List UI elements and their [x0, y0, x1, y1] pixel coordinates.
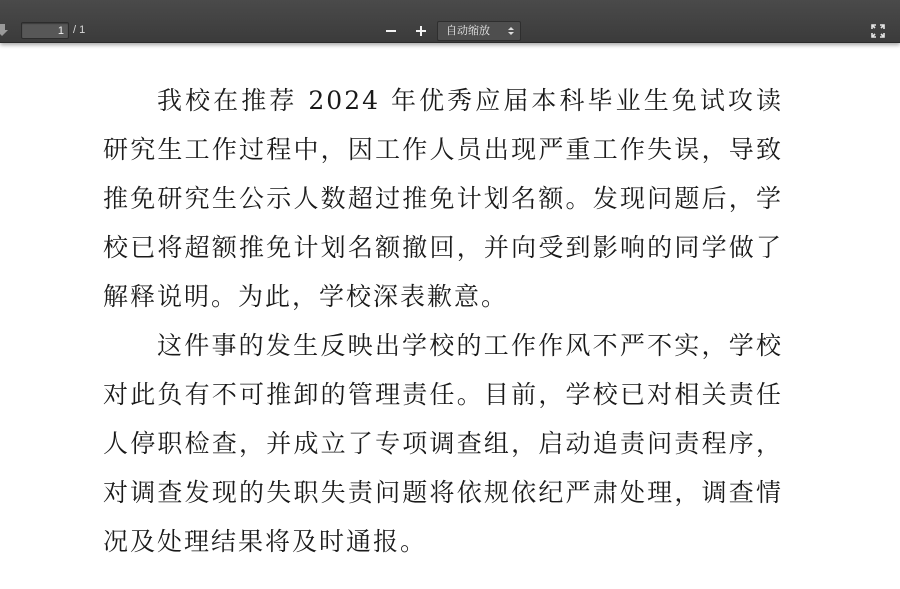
zoom-select-label: 自动缩放 — [446, 25, 490, 37]
paragraph-accountability: 这件事的发生反映出学校的工作作风不严不实，学校对此负有不可推卸的管理责任。目前，学校已对相关责任人停职检查，并成立了专项调查组，启动追责问责程序，对调查发现的失职失责问题将依规依纪严肃处理，调查情况及处理结果将及时通报。 — [103, 331, 783, 556]
paragraph-apology: 我校在推荐 2024 年优秀应届本科毕业生免试攻读研究生工作过程中，因工作人员出现严重工作失误，导致推免研究生公示人数超过推免计划名额。发现问题后，学校已将超额推免计划名额撤回，并向受到影响的同学做了解释说明。为此，学校深表歉意。 — [103, 86, 783, 311]
next-page-button[interactable] — [0, 23, 8, 37]
zoom-in-button[interactable] — [412, 22, 430, 40]
arrow-down-icon — [0, 23, 8, 37]
fullscreen-icon — [870, 23, 886, 39]
page-count-label: / 1 — [73, 24, 86, 36]
pdf-toolbar — [0, 0, 900, 43]
fullscreen-button[interactable] — [870, 23, 886, 39]
zoom-out-button[interactable] — [382, 22, 400, 40]
zoom-select[interactable] — [437, 21, 521, 41]
page-number-input[interactable] — [21, 22, 69, 39]
plus-icon — [415, 25, 427, 37]
document-page — [0, 42, 900, 589]
updown-caret-icon — [507, 25, 515, 37]
minus-icon — [385, 25, 397, 37]
